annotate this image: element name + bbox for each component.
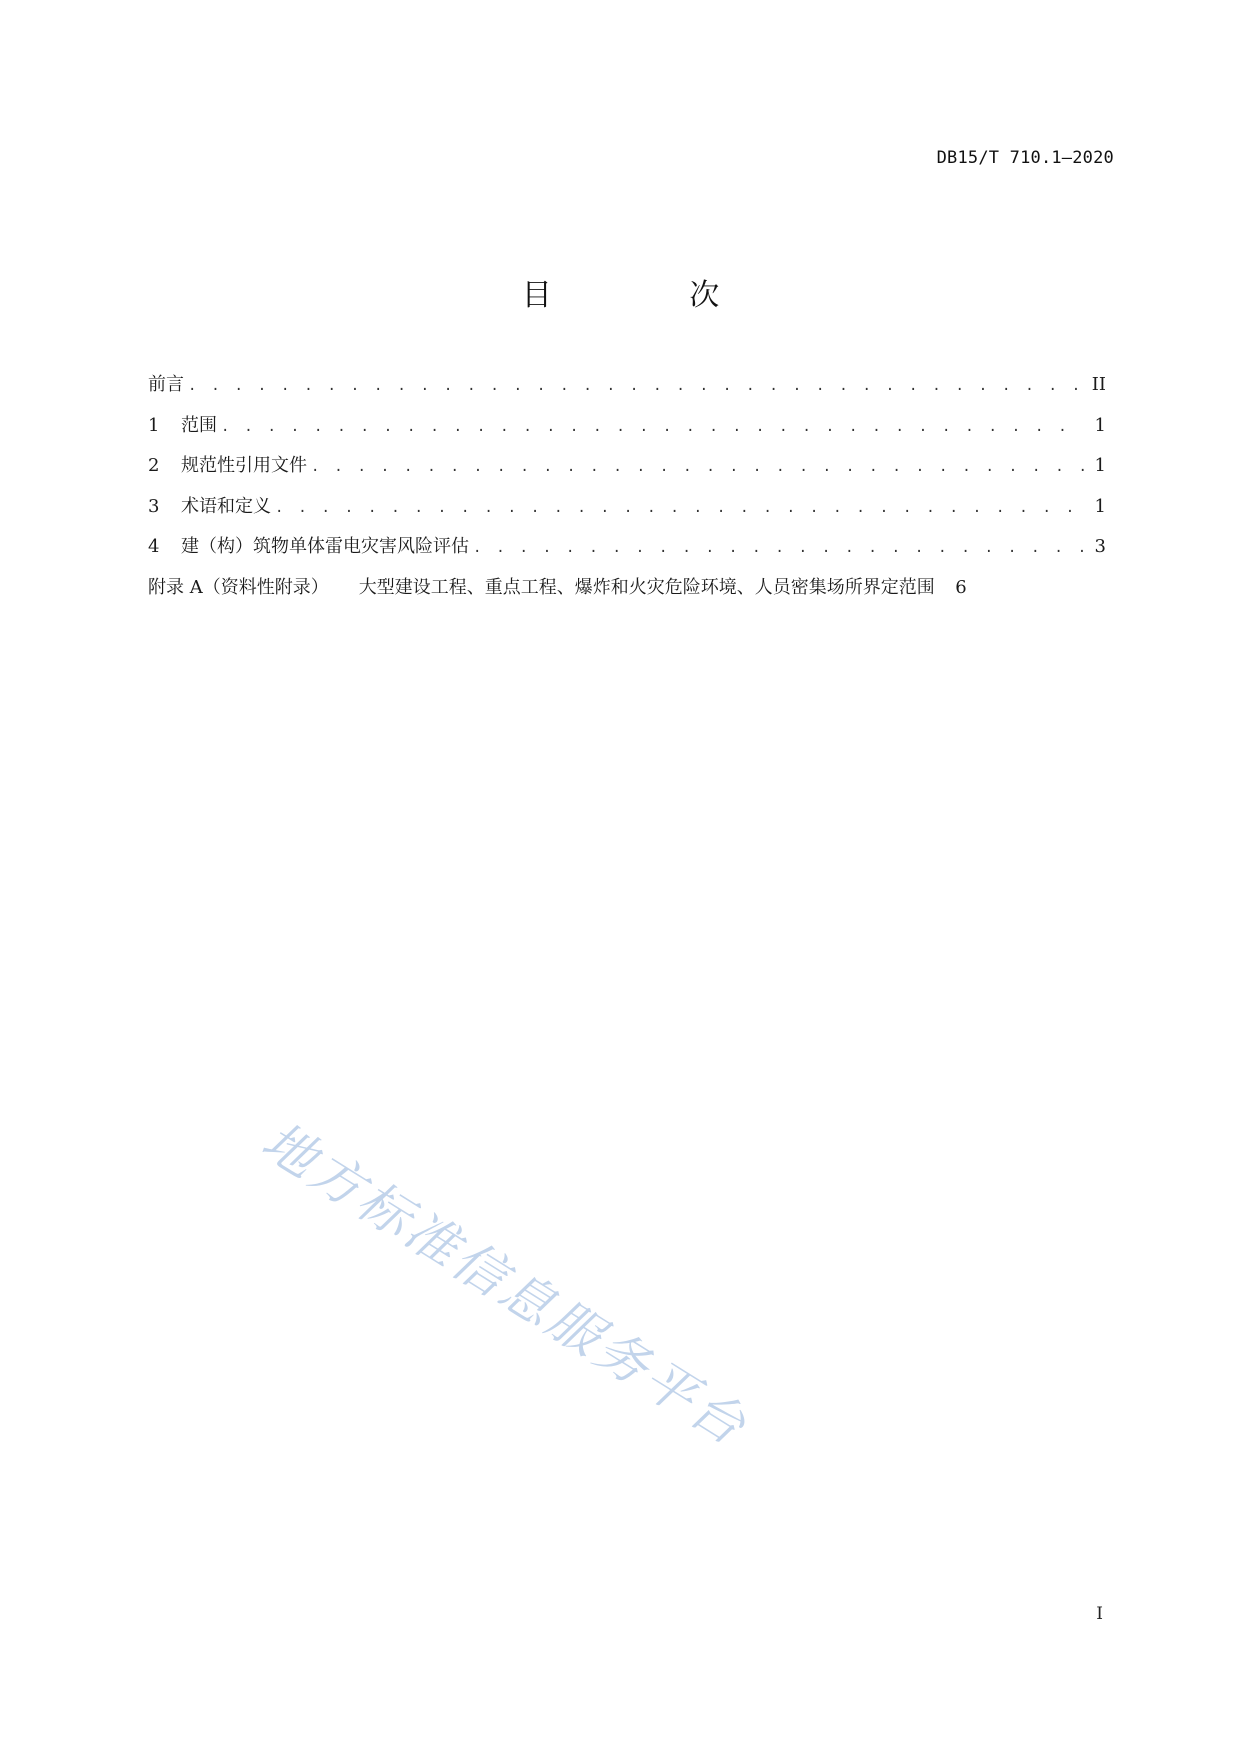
- toc-leader-dots: [275, 500, 1084, 516]
- toc-entry-normative-references[interactable]: [148, 451, 1106, 492]
- toc-entry-page: 1: [1094, 495, 1106, 517]
- toc-entry-label: 前言: [148, 374, 184, 395]
- toc-entry-page: II: [1091, 374, 1106, 395]
- toc-entry-page: 1: [1094, 414, 1106, 436]
- appendix-subtitle: 大型建设工程、重点工程、爆炸和火灾危险环境、人员密集场所界定范围: [358, 576, 935, 598]
- toc-entry-label: 建（构）筑物单体雷电灾害风险评估: [181, 536, 469, 557]
- toc-entry-number: 2: [148, 455, 160, 476]
- table-of-contents: [148, 370, 1106, 613]
- page-number: I: [1096, 1604, 1103, 1624]
- toc-entry-page: 3: [1094, 536, 1106, 557]
- toc-leader-dots: [221, 419, 1084, 435]
- toc-entry-number: 3: [148, 495, 160, 517]
- toc-entry-label: 规范性引用文件: [181, 455, 307, 476]
- toc-leader-dots: [188, 378, 1084, 394]
- document-code: DB15/T 710.1—2020: [936, 148, 1114, 168]
- toc-entry-label: 范围: [181, 414, 217, 436]
- toc-entry-label: [148, 573, 945, 599]
- toc-entry-risk-assessment[interactable]: [148, 532, 1106, 573]
- toc-entry-label: 术语和定义: [181, 495, 271, 517]
- toc-leader-dots: [311, 459, 1084, 475]
- toc-entry-page: 1: [1094, 455, 1106, 476]
- toc-entry-foreword[interactable]: [148, 370, 1106, 411]
- toc-entry-terms-definitions[interactable]: [148, 492, 1106, 533]
- toc-entry-scope[interactable]: [148, 411, 1106, 452]
- toc-entry-number: 1: [148, 414, 160, 436]
- toc-entry-page: 6: [955, 576, 967, 598]
- watermark: 地方标准信息服务平台: [251, 1111, 759, 1459]
- toc-entry-appendix-a[interactable]: [148, 573, 1106, 614]
- appendix-label: 附录 A（资料性附录）: [148, 576, 329, 598]
- toc-entry-number: 4: [148, 536, 160, 557]
- toc-title: 目 次: [521, 278, 784, 313]
- toc-leader-dots: [473, 540, 1084, 556]
